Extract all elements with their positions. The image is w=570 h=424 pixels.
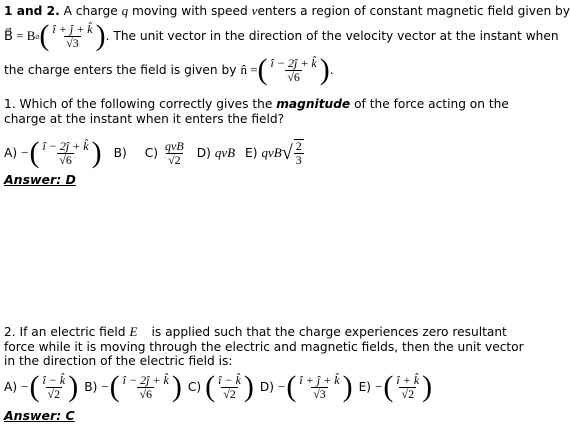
fraction-numerator: î − 2ĵ + k̂ [122, 372, 169, 387]
problem-heading: 1 and 2. [4, 4, 60, 18]
q1-option-c[interactable] [145, 140, 187, 167]
fraction-numerator: qvB [165, 138, 184, 153]
left-paren-icon: ( [286, 370, 297, 403]
option-label: A) [4, 380, 18, 394]
fraction-numerator: î − 2ĵ + k̂ [42, 138, 89, 153]
intro-text: . The unit vector in the direction of the velocity vector at the instant when [105, 29, 559, 43]
fraction [269, 57, 319, 84]
q1-text: charge at the instant when it enters the field? [4, 112, 285, 126]
left-paren-icon: ( [109, 370, 120, 403]
charge-symbol: q [121, 3, 129, 18]
fraction [297, 374, 341, 401]
q2-answer: Answer: C [4, 408, 75, 423]
q1-text: of the force acting on the [354, 97, 509, 111]
fraction [121, 374, 171, 401]
magnetic-field-lhs: B⃗ = B [4, 28, 36, 43]
fraction [394, 374, 421, 401]
minus-sign: − [375, 379, 383, 394]
option-label: C) [187, 380, 202, 394]
fraction-numerator: î + k̂ [396, 372, 420, 387]
option-label: D) [259, 380, 275, 394]
left-paren-icon: ( [29, 370, 40, 403]
b-subscript: o [35, 31, 40, 41]
right-paren-icon: ) [422, 370, 433, 403]
intro-text: A charge [63, 4, 118, 18]
period: . [329, 63, 334, 77]
left-paren-icon: ( [39, 19, 50, 52]
option-value: qvB [214, 145, 236, 160]
left-paren-icon: ( [257, 53, 268, 86]
option-label: E) [245, 146, 258, 160]
fraction-denominator: √2 [47, 386, 61, 401]
right-paren-icon: ) [171, 370, 182, 403]
fraction [294, 139, 304, 167]
q2-line-1 [4, 324, 507, 340]
left-paren-icon: ( [205, 370, 216, 403]
q2-options [4, 372, 438, 402]
fraction-denominator: √6 [139, 386, 153, 401]
fraction-denominator: √2 [223, 386, 236, 401]
right-paren-icon: ) [95, 19, 106, 52]
intro-line-3 [4, 55, 334, 85]
q2-text: in the direction of the electric field is: [4, 354, 233, 368]
option-label: B) [84, 380, 98, 394]
q2-option-d[interactable] [260, 372, 353, 402]
option-label: C) [144, 146, 159, 160]
q1-option-b[interactable] [114, 146, 131, 160]
fraction-denominator: 3 [295, 153, 302, 167]
q1-answer: Answer: D [4, 172, 76, 187]
sqrt-icon: √ [281, 141, 293, 164]
fraction-denominator: √3 [66, 35, 79, 50]
option-label: B) [113, 146, 127, 160]
minus-sign: − [21, 379, 29, 394]
fraction-numerator: 2 [295, 139, 302, 153]
q1-option-d[interactable] [197, 145, 235, 161]
fraction [40, 140, 90, 167]
intro-line-1 [4, 3, 570, 19]
q1-options [4, 138, 311, 168]
fraction-numerator: î − 2ĵ + k̂ [270, 55, 317, 70]
right-paren-icon: ) [319, 53, 330, 86]
q2-line-2 [4, 340, 524, 354]
fraction [163, 140, 186, 167]
option-value: qvB [261, 145, 282, 160]
q2-option-a[interactable] [4, 372, 78, 402]
electric-field-symbol: E⃗ [129, 324, 148, 339]
intro-text: the charge enters the field is given by [4, 63, 237, 77]
magnetic-field-expression [39, 21, 105, 51]
fraction [40, 374, 67, 401]
q2-option-c[interactable] [188, 372, 254, 402]
option-label: E) [358, 380, 372, 394]
q2-line-3 [4, 354, 233, 368]
intro-text: moving with speed [131, 4, 248, 18]
minus-sign: − [278, 379, 286, 394]
unit-vector-lhs: n̂ = [240, 62, 258, 77]
unit-vector-expression [258, 55, 330, 85]
minus-sign: − [21, 145, 29, 160]
q1-option-a[interactable] [4, 138, 102, 168]
option-label: D) [196, 146, 211, 160]
fraction-numerator: î + ĵ + k̂ [299, 372, 340, 387]
q1-text: 1. Which of the following correctly gives the [4, 97, 273, 111]
right-paren-icon: ) [91, 136, 102, 169]
fraction [216, 374, 243, 401]
fraction-denominator: √6 [287, 69, 300, 84]
right-paren-icon: ) [342, 370, 353, 403]
fraction [50, 23, 94, 50]
intro-line-2 [4, 21, 559, 51]
speed-symbol: v [251, 3, 258, 18]
option-label: A) [4, 146, 18, 160]
q1-option-e[interactable] [245, 139, 305, 167]
fraction-denominator: √3 [313, 386, 326, 401]
minus-sign: − [101, 379, 109, 394]
fraction-denominator: √6 [59, 152, 72, 167]
right-paren-icon: ) [243, 370, 254, 403]
q2-option-e[interactable] [359, 372, 433, 402]
right-paren-icon: ) [68, 370, 79, 403]
fraction-numerator: î + ĵ + k̂ [52, 21, 93, 36]
q2-text: is applied such that the charge experiences zero resultant [151, 325, 507, 339]
fraction-numerator: î − k̂ [42, 372, 66, 387]
left-paren-icon: ( [29, 136, 40, 169]
q1-line-1 [4, 97, 509, 111]
q1-line-2 [4, 112, 284, 126]
q2-option-b[interactable] [84, 372, 182, 402]
q2-text: force while it is moving through the electric and magnetic fields, then the unit vector [4, 340, 524, 354]
fraction-denominator: √2 [401, 386, 415, 401]
left-paren-icon: ( [383, 370, 394, 403]
fraction-numerator: î − k̂ [218, 372, 241, 387]
fraction-denominator: √2 [168, 152, 181, 167]
q2-text: 2. If an electric field [4, 325, 126, 339]
intro-text: enters a region of constant magnetic field given by [257, 4, 570, 18]
q1-emphasis: magnitude [276, 97, 351, 111]
